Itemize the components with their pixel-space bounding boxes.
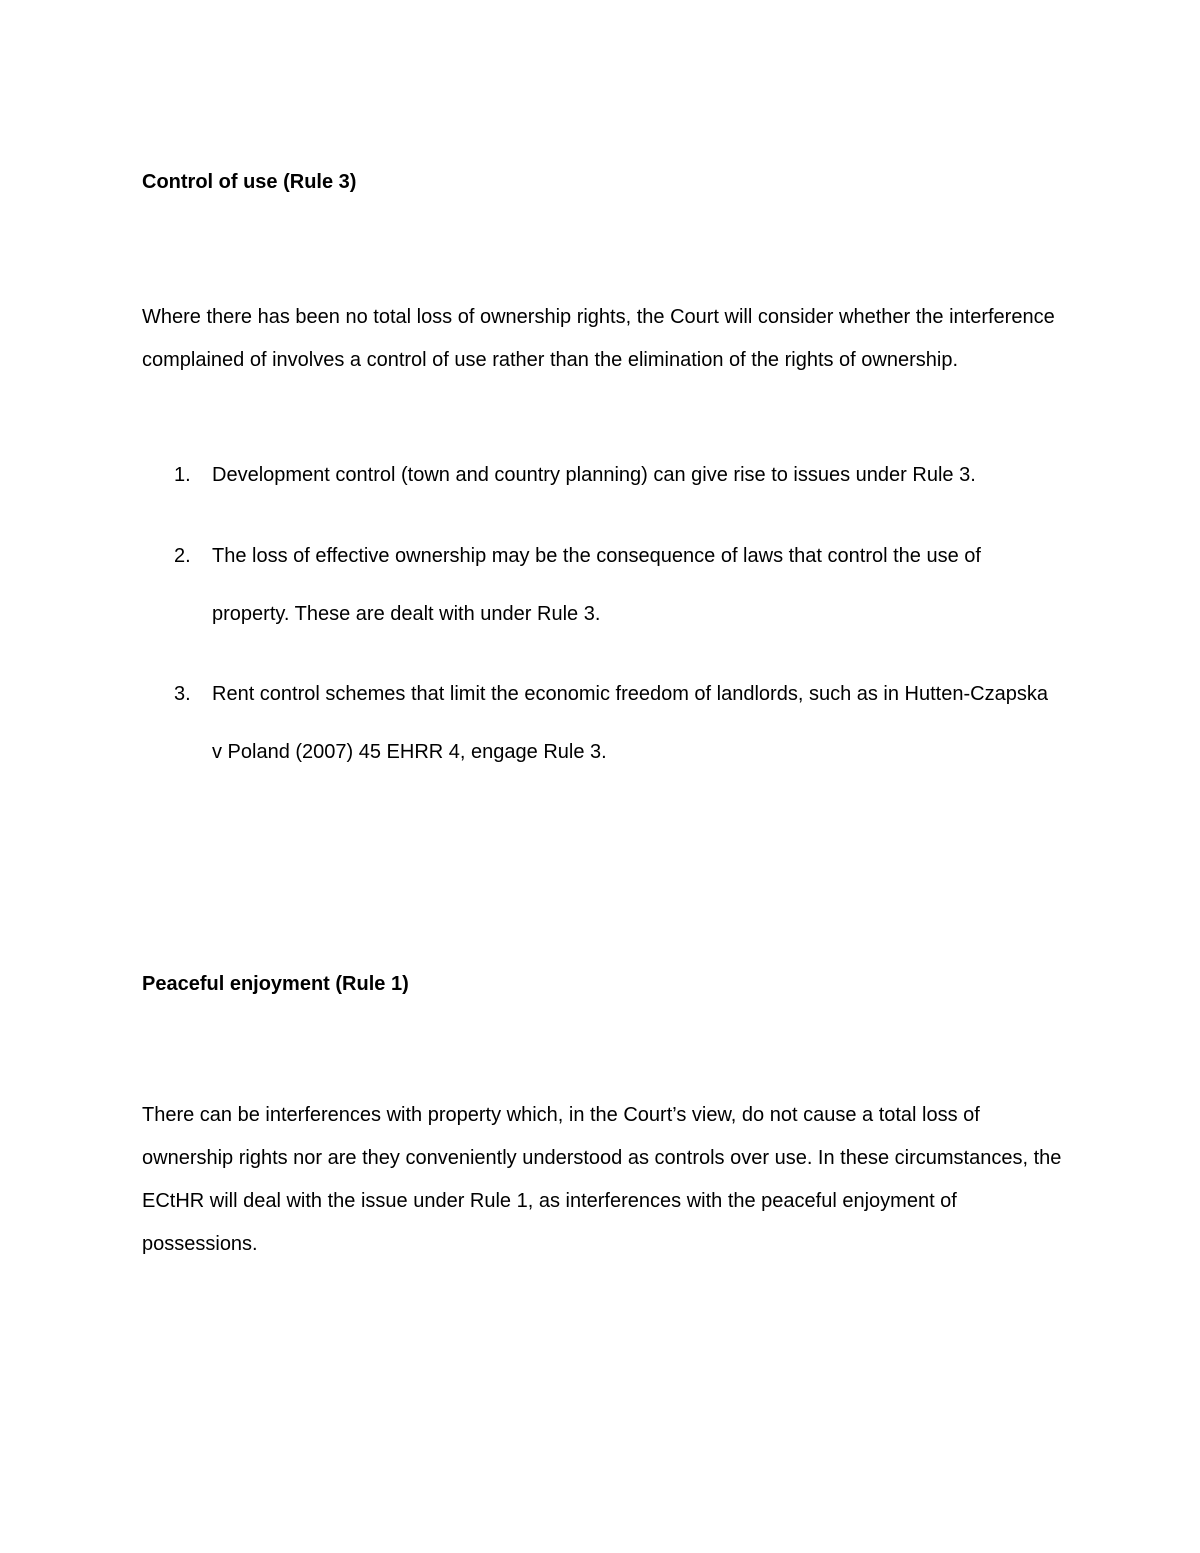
list-item-number: 2. <box>174 545 191 567</box>
list-item-text: Rent control schemes that limit the economic freedom of landlords, such as in Hutten-Czapska v Poland (2007) 45 EHRR 4, engage Rule 3. <box>212 683 1048 763</box>
list-item-number: 1. <box>174 464 191 486</box>
list-item-text: Development control (town and country planning) can give rise to issues under Rule 3. <box>212 464 976 486</box>
section-heading-peaceful-enjoyment: Peaceful enjoyment (Rule 1) <box>142 973 409 995</box>
list-item-number: 3. <box>174 683 191 705</box>
peaceful-enjoyment-paragraph: There can be interferences with property which, in the Court’s view, do not cause a total loss of ownership rights nor are they conveniently understood as controls over use. In these circumstances, the ECtHR will deal with the issue under Rule 1, as interferences with the peaceful enjoyment of possessions. <box>142 1104 1062 1255</box>
section-heading-control-of-use: Control of use (Rule 3) <box>142 171 357 193</box>
list-item-text: The loss of effective ownership may be the consequence of laws that control the use of property. These are dealt with under Rule 3. <box>212 545 981 625</box>
control-of-use-intro-paragraph: Where there has been no total loss of ownership rights, the Court will consider whether the interference complained of involves a control of use rather than the elimination of the rights of ownership. <box>142 306 1055 371</box>
